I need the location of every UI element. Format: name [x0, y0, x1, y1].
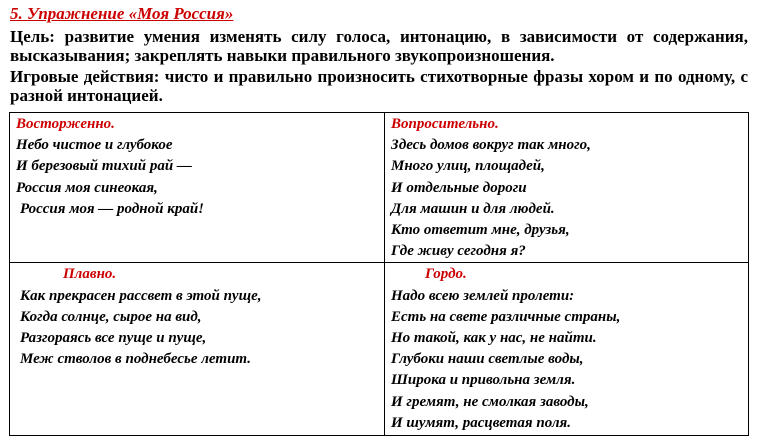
poem-line: Меж стволов в поднебесье летит. [20, 351, 252, 368]
poem-line: И березовый тихий рай — [16, 158, 192, 175]
poem-line: И гремят, не смолкая заводы, [391, 393, 589, 410]
poem-line: Когда солнце, сырое на вид, [20, 308, 202, 325]
poem-cell-smoothly [10, 263, 385, 436]
poem-line: Есть на свете различные страны, [391, 308, 621, 325]
poems-row-1 [10, 113, 749, 263]
poem-line: Для машин и для людей. [391, 200, 555, 217]
poem-line: Как прекрасен рассвет в этой пуще, [20, 287, 262, 304]
goal-paragraph: Цель: развитие умения изменять силу голоса, интонацию, в зависимости от содержания, высказывания; закреплять навыки правильного звукопроизношения. [10, 27, 748, 65]
poem-heading-enthusiastic: Восторженно. [16, 116, 115, 132]
poem-cell-enthusiastic [10, 113, 385, 263]
poem-cell-proudly [385, 263, 749, 436]
poem-line: Небо чистое и глубокое [16, 137, 173, 154]
poems-table [9, 112, 749, 436]
poem-line: Глубоки наши светлые воды, [391, 351, 584, 368]
poem-heading-questioning: Вопросительно. [391, 116, 499, 132]
poem-line: Россия моя синеокая, [16, 179, 158, 196]
poem-heading-proudly: Гордо. [425, 266, 467, 283]
poem-cell-questioning [385, 113, 749, 263]
poem-line: И отдельные дороги [391, 179, 527, 196]
poem-line: Надо всею землей пролети: [391, 287, 575, 304]
poem-line: Здесь домов вокруг так много, [391, 137, 591, 154]
poems-row-2 [10, 263, 749, 436]
poem-line: Где живу сегодня я? [391, 243, 526, 260]
exercise-title: 5. Упражнение «Моя Россия» [10, 4, 234, 23]
poem-line: Кто ответит мне, друзья, [391, 222, 570, 239]
poem-line: Россия моя — родной край! [20, 200, 205, 217]
poem-line: Но такой, как у нас, не найти. [391, 330, 597, 347]
poem-line: Широка и привольна земля. [391, 372, 576, 389]
poem-heading-smoothly: Плавно. [63, 266, 117, 283]
poem-line: Много улиц, площадей, [391, 158, 545, 175]
game-actions-paragraph: Игровые действия: чисто и правильно произносить стихотворные фразы хором и по одному, с разной интонацией. [10, 67, 748, 105]
poem-line: И шумят, расцветая поля. [391, 414, 572, 431]
poem-line: Разгораясь все пуще и пуще, [20, 330, 207, 347]
